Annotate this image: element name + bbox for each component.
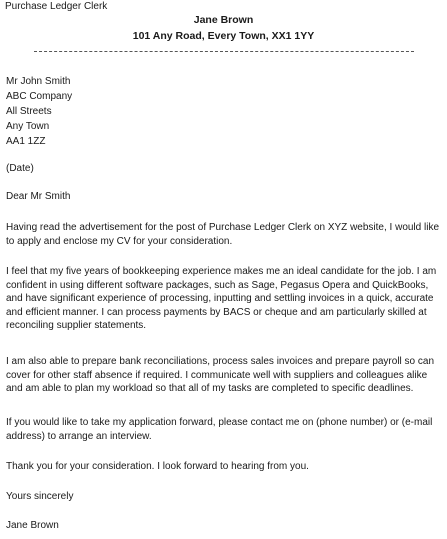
signature: Jane Brown (6, 520, 59, 531)
recipient-line: Any Town (6, 121, 50, 132)
recipient-line: ABC Company (6, 91, 73, 102)
paragraph-skills: I am also able to prepare bank reconciliations, process sales invoices and prepare payroll so can cover for other staff absence if required. I communicate well with suppliers and colleagues alike and am able to plan my workload so that all of my tasks are completed to specific deadlines. (6, 356, 435, 394)
sender-address: 101 Any Road, Every Town, XX1 1YY (132, 30, 315, 42)
recipient-line: Mr John Smith (6, 76, 71, 87)
document-label: Purchase Ledger Clerk (5, 1, 108, 12)
sender-name: Jane Brown (193, 14, 254, 26)
salutation: Dear Mr Smith (6, 191, 71, 202)
recipient-line: AA1 1ZZ (6, 136, 46, 147)
paragraph-intro: Having read the advertisement for the post of Purchase Ledger Clerk on XYZ website, I would like to apply and enclose my CV for your consideration. (6, 222, 440, 247)
date-placeholder: (Date) (6, 163, 34, 174)
paragraph-contact: If you would like to take my application forward, please contact me on (phone number) or (e-mail address) to arrange an interview. (6, 417, 433, 442)
header-divider (34, 51, 414, 52)
recipient-line: All Streets (6, 106, 52, 117)
paragraph-experience: I feel that my five years of bookkeeping experience makes me an ideal candidate for the job. I am confident in using different software packages, such as Sage, Pegasus Opera and QuickBooks, and have significant experience of processing, inputting and settling invoices in a quick, accurate and efficient manner. I can process payments by BACS or cheque and am particularly skilled at reconciling supplier statements. (6, 266, 437, 331)
closing: Yours sincerely (6, 491, 74, 502)
paragraph-thanks: Thank you for your consideration. I look forward to hearing from you. (6, 461, 309, 472)
